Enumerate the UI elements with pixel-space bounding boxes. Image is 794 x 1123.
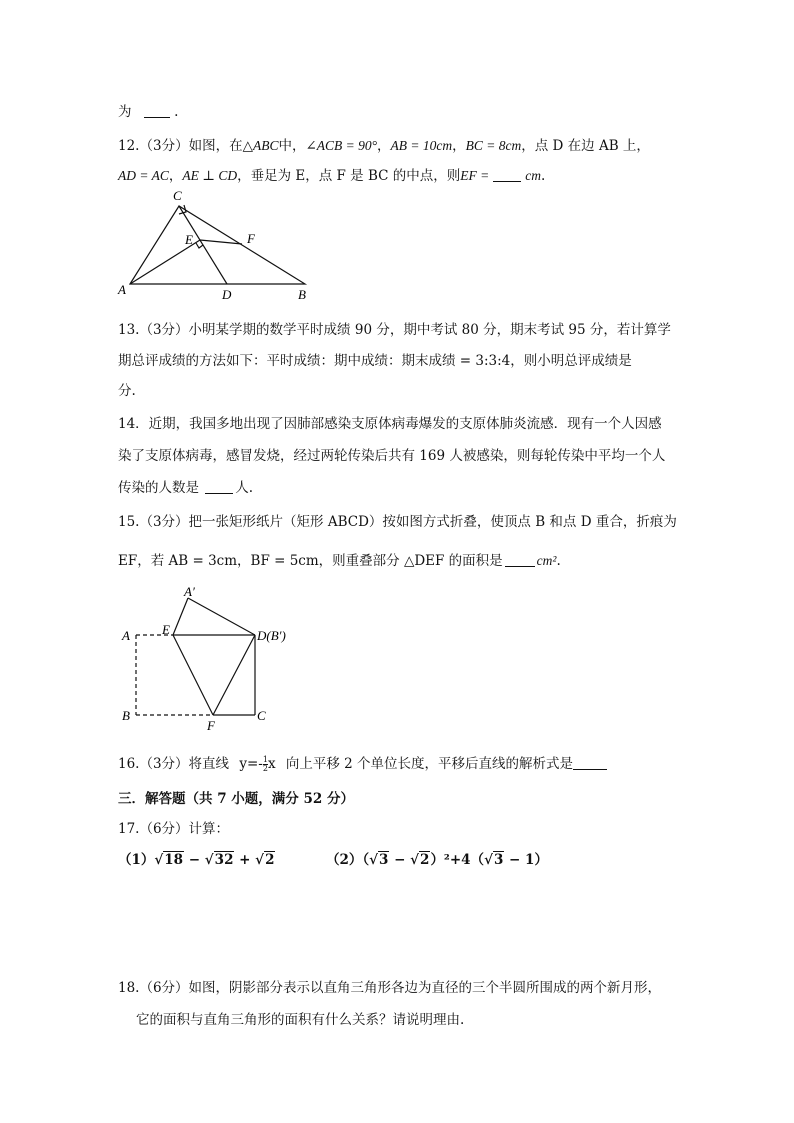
q12-score: （3分） — [139, 138, 189, 154]
q17-p1-plus: + — [239, 852, 251, 868]
q17-part2: （2）（√3 − √2）²+4（√3 − 1） — [326, 852, 548, 868]
q11-tail — [118, 102, 178, 122]
q15-crease-ef — [173, 635, 213, 715]
q12-ae-perp: AE ⊥ CD — [182, 168, 238, 183]
q17-p2-minus: − — [394, 852, 406, 868]
q11-end: . — [174, 104, 179, 120]
q12-end: . — [541, 168, 546, 184]
q14-line2: 染了支原体病毒，感冒发烧，经过两轮传染后共有 169 人被感染，则每轮传染中平均一个人 — [118, 448, 666, 464]
q15-label-e: E — [162, 622, 170, 637]
q12-triangle: △ABC — [242, 138, 279, 153]
q12-label-e: E — [185, 232, 193, 247]
q12-unit: cm — [525, 168, 541, 183]
q12-line1: 12.（3分）如图，在△ABC中，∠ACB = 90°，AB = 10cm，BC = 8cm，点 D 在边 AB 上， — [118, 138, 650, 154]
q13-line2: 期总评成绩的方法如下：平时成绩：期中成绩：期末成绩 = 3:3:4，则小明总评成绩是 — [118, 353, 632, 369]
q17-title: 17.（6分）计算： — [118, 821, 230, 837]
q15-label-f: F — [207, 718, 215, 732]
q17-p1-sqrt32: 32 — [214, 852, 234, 868]
q18-line1: 18.（6分）如图，阴影部分表示以直角三角形各边为直径的三个半圆所围成的两个新月形， — [118, 980, 662, 996]
q17-p2-label: （2）（ — [326, 852, 370, 868]
q12-text-a: 如图，在 — [188, 138, 243, 154]
q16-eq-right: x — [267, 756, 276, 772]
q16-text-a: 16.（3分）将直线 — [118, 756, 230, 772]
q15-answer-blank[interactable] — [505, 553, 535, 567]
q14-text-end: 人. — [235, 480, 254, 496]
q12-ef: EF = — [460, 168, 490, 183]
q18-line2: 它的面积与直角三角形的面积有什么关系？请说明理由. — [136, 1012, 465, 1028]
q15-line2 — [118, 551, 561, 571]
q15-edge-fd — [213, 635, 255, 715]
q15-unit: cm² — [536, 553, 557, 568]
q12-label-c: C — [173, 188, 182, 203]
q13-line1: 13.（3分）小明某学期的数学平时成绩 90 分，期中考试 80 分，期末考试 95 分，若计算学 — [118, 322, 671, 338]
q17-p2-tail: − 1） — [509, 852, 548, 868]
q17-p1-sqrt18: 18 — [164, 852, 184, 868]
q12-label-d: D — [222, 287, 232, 302]
q15-edge-a1d — [188, 598, 255, 635]
q15-end: . — [556, 553, 561, 569]
q14-answer-blank[interactable] — [205, 480, 233, 494]
q16-frac-den: 2 — [262, 764, 268, 773]
q16-eq-left: y=- — [239, 756, 263, 772]
q12-triangle-abc — [130, 206, 305, 284]
q15-figure — [118, 580, 308, 732]
q17-p2-sqrt2: 2 — [420, 852, 430, 868]
q14-text: 传染的人数是 — [118, 480, 199, 496]
q15-label-a: A — [122, 628, 130, 643]
q12-figure — [112, 186, 322, 304]
q17-p1-sqrt2: 2 — [265, 852, 275, 868]
q17-p2-close: ）²+4（ — [430, 852, 485, 868]
q17-p1-label: （1） — [118, 852, 155, 868]
q17-p2-sqrt3b: 3 — [493, 852, 504, 868]
q17-part1: （1）√18 − √32 + √2 — [118, 852, 275, 868]
q12-line2: AD = AC，AE ⊥ CD，垂足为 E，点 F 是 BC 的中点，则EF = cm. — [118, 168, 546, 184]
q12-label-a: A — [118, 282, 126, 297]
q16-frac-num: 1 — [262, 755, 268, 764]
q14-line1: 14．近期，我国多地出现了因肺部感染支原体病毒爆发的支原体肺炎流感．现有一个人因感 — [118, 416, 662, 432]
q13-line3: 分. — [118, 383, 136, 399]
q12-ab: AB = 10cm — [390, 138, 453, 153]
q12-ad-ac: AD = AC — [118, 168, 169, 183]
q16-answer-blank[interactable] — [573, 756, 607, 770]
q12-answer-blank[interactable] — [493, 168, 521, 182]
q16-line — [118, 754, 607, 774]
q12-label-f: F — [247, 231, 255, 246]
q12-text-b: ，点 D 在边 AB 上， — [521, 138, 650, 154]
q15-edge-ea1 — [173, 598, 188, 635]
q16-text-b: 向上平移 2 个单位长度，平移后直线的解析式是 — [285, 756, 574, 772]
q15-label-c: C — [257, 708, 266, 723]
q17-p2-sqrt3: 3 — [379, 852, 389, 868]
q12-label-b: B — [298, 287, 306, 302]
q14-line3 — [118, 478, 253, 498]
q12-angle: ∠ACB = 90° — [305, 138, 378, 153]
q12-mid: 中， — [278, 138, 306, 154]
q17-p1-minus: − — [188, 852, 201, 868]
q15-text: EF，若 AB = 3cm，BF = 5cm，则重叠部分 △DEF 的面积是 — [118, 553, 503, 569]
q15-label-b: B — [122, 708, 130, 723]
q12-number: 12. — [118, 138, 140, 154]
q12-bc: BC = 8cm — [465, 138, 522, 153]
q12-text-c: ，垂足为 E，点 F 是 BC 的中点，则 — [237, 168, 461, 184]
q11-answer-blank[interactable] — [144, 104, 170, 118]
q11-text: 为 — [118, 104, 132, 120]
q15-label-a-prime: A′ — [184, 584, 195, 599]
q15-label-d: D(B′) — [257, 628, 286, 643]
section3-title: 三．解答题（共 7 小题，满分 52 分） — [118, 791, 354, 807]
q15-line1: 15.（3分）把一张矩形纸片（矩形 ABCD）按如图方式折叠，使顶点 B 和点 D 重合，折痕为 — [118, 514, 677, 530]
